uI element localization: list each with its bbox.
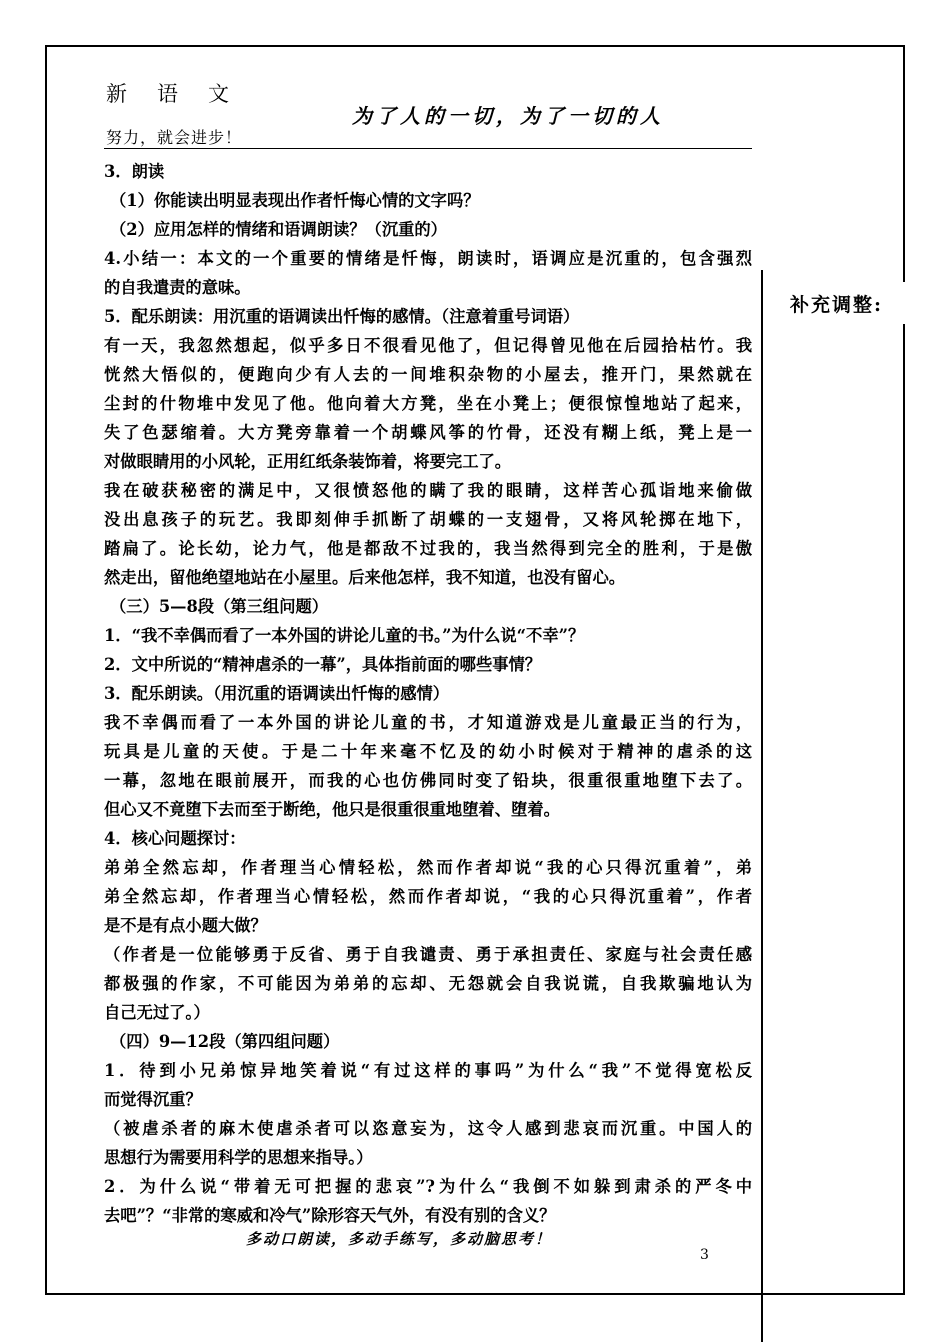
content-line: 去吧”？“非常的寒威和冷气”除形容天气外，有没有别的含义？ [104,1206,556,1225]
content-line: 对做眼睛用的小风轮，正用红纸条装饰着，将要完工了。 [104,452,512,471]
content-line: 尘封的什物堆中发见了他。他向着大方凳，坐在小凳上；便很惊惶地站了起来， [104,394,752,413]
content-line: 踏扁了。论长幼，论力气，他是都敌不过我的，我当然得到完全的胜利，于是傲 [104,539,752,558]
header-rule [104,148,752,149]
content-line: 都极强的作家，不可能因为弟弟的忘却、无怨就会自我说谎，自我欺骗地认为 [104,974,752,993]
header-title: 新语文 [106,82,259,106]
content-line: 没出息孩子的玩艺。我即刻伸手抓断了胡蝶的一支翅骨，又将风轮掷在地下， [104,510,752,529]
frame-gap [900,282,910,324]
content-line: 玩具是儿童的天使。于是二十年来毫不忆及的幼小时候对于精神的虐杀的这 [104,742,752,761]
page-number: 3 [700,1247,709,1263]
content-line: （作者是一位能够勇于反省、勇于自我谴责、勇于承担责任、家庭与社会责任感 [104,945,752,964]
content-line: 我在破获秘密的满足中，又很愤怒他的瞒了我的眼睛，这样苦心孤诣地来偷做 [104,481,752,500]
content-line: 3．配乐朗读。（用沉重的语调读出忏悔的感情） [104,684,450,703]
content-line: （四）9—12段（第四组问题） [110,1032,340,1051]
lesson-content [104,157,752,1230]
content-line: （1）你能读出明显表现出作者忏悔心情的文字吗？ [110,191,480,210]
column-divider [761,270,763,1342]
header-motto: 努力，就会进步！ [106,128,243,147]
content-line: 1．待到小兄弟惊异地笑着说“有过这样的事吗”为什么“我”不觉得宽松反 [104,1061,752,1080]
content-line: （三）5—8段（第三组问题） [110,597,329,616]
content-line: 是不是有点小题大做？ [104,916,267,935]
content-line: 失了色瑟缩着。大方凳旁靠着一个胡蝶风筝的竹骨，还没有糊上纸，凳上是一 [104,423,752,442]
content-line: 自己无过了。） [104,1003,210,1022]
content-line: 我不幸偶而看了一本外国的讲论儿童的书，才知道游戏是儿童最正当的行为， [104,713,752,732]
content-line: 2．为什么说“带着无可把握的悲哀”?为什么“我倒不如躲到肃杀的严冬中 [104,1177,752,1196]
content-line: 4．核心问题探讨： [104,829,246,848]
content-line: （2）应用怎样的情绪和语调朗读？（沉重的） [110,220,447,239]
content-line: 弟全然忘却，作者理当心情轻松，然而作者却说，“我的心只得沉重着”，作者 [104,887,752,906]
side-note-label: 补充调整: [790,294,884,316]
content-line: 弟弟全然忘却，作者理当心情轻松，然而作者却说“我的心只得沉重着”，弟 [104,858,752,877]
content-line: 而觉得沉重？ [104,1090,202,1109]
content-line: 思想行为需要用科学的思想来指导。） [104,1148,373,1167]
content-line: 有一天，我忽然想起，似乎多日不很看见他了，但记得曾见他在后园拾枯竹。我 [104,336,752,355]
content-line: 然走出，留他绝望地站在小屋里。后来他怎样，我不知道，也没有留心。 [104,568,626,587]
content-line: 但心又不竟堕下去而至于断绝，他只是很重很重地堕着、堕着。 [104,800,560,819]
content-line: 4.小结一：本文的一个重要的情绪是忏悔，朗读时，语调应是沉重的，包含强烈 [104,249,752,268]
content-line: 2．文中所说的“精神虐杀的一幕”，具体指前面的哪些事情？ [104,655,542,674]
footer-slogan: 多动口朗读，多动手练写，多动脑思考！ [246,1230,553,1248]
content-line: 恍然大悟似的，便跑向少有人去的一间堆积杂物的小屋去，推开门，果然就在 [104,365,752,384]
content-line: 3．朗读 [104,162,165,181]
content-line: 的自我遣责的意味。 [104,278,251,297]
content-line: 5．配乐朗读：用沉重的语调读出忏悔的感情。（注意着重号词语） [104,307,580,326]
content-line: 一幕，忽地在眼前展开，而我的心也仿佛同时变了铅块，很重很重地堕下去了。 [104,771,752,790]
content-line: 1．“我不幸偶而看了一本外国的讲论儿童的书。”为什么说“不幸”？ [104,626,585,645]
content-line: （被虐杀者的麻木使虐杀者可以恣意妄为，这令人感到悲哀而沉重。中国人的 [104,1119,752,1138]
header-slogan: 为了人的一切，为了一切的人 [352,104,664,128]
